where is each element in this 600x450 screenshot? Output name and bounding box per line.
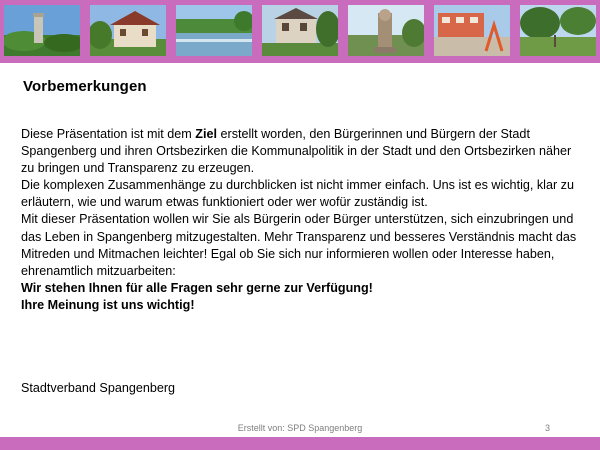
photo-park — [520, 5, 596, 56]
footer-created-by: Erstellt von: SPD Spangenberg — [237, 423, 363, 433]
paragraph-goal-intro: Diese Präsentation ist mit dem — [21, 127, 196, 141]
bold-line-questions: Wir stehen Ihnen für alle Fragen sehr gerne zur Verfügung! — [21, 280, 373, 295]
paragraph-complexity: Die komplexen Zusammenhänge zu durchblicken ist nicht immer einfach. Uns ist es wichtig, klar zu erläutern, wie und warum etwas funktioniert oder wer wofür zuständig ist. — [21, 178, 574, 210]
photo-timbered-house — [90, 5, 166, 56]
paragraph-goal-rest: erstellt worden, den Bürgerinnen und Bürgern der Stadt Spangenberg und ihren Ortsbezirken die Kommunalpolitik in der Stadt und den Ortsbezirken näher zu bringen und Transparenz zu erzeugen. — [21, 127, 572, 176]
photo-river — [176, 5, 252, 56]
photo-mill — [262, 5, 338, 56]
slide-title: Vorbemerkungen — [23, 78, 147, 95]
paragraph-goal-bold-word: Ziel — [195, 127, 217, 141]
paragraph-support: Mit dieser Präsentation wollen wir Sie als Bürgerin oder Bürger unterstützen, sich einzubringen und das Leben in Spangenberg mitzugestalten. Mehr Transparenz und besseres Verständnis macht das Mitreden und Mitmachen leichter! Egal ob Sie sich nur informieren wollen oder Interesse haben, ehrenamtlich mitzuarbeiten: — [21, 212, 577, 278]
photo-playground — [434, 5, 510, 56]
signature: Stadtverband Spangenberg — [21, 381, 176, 395]
slide-body — [21, 126, 581, 314]
photo-tower — [4, 5, 80, 56]
page-number: 3 — [545, 423, 551, 433]
footer-band — [0, 437, 600, 450]
paragraph-goal — [21, 126, 581, 177]
header-photo-band — [0, 0, 600, 63]
photo-statue — [348, 5, 424, 56]
bold-line-opinion: Ihre Meinung ist uns wichtig! — [21, 297, 195, 312]
